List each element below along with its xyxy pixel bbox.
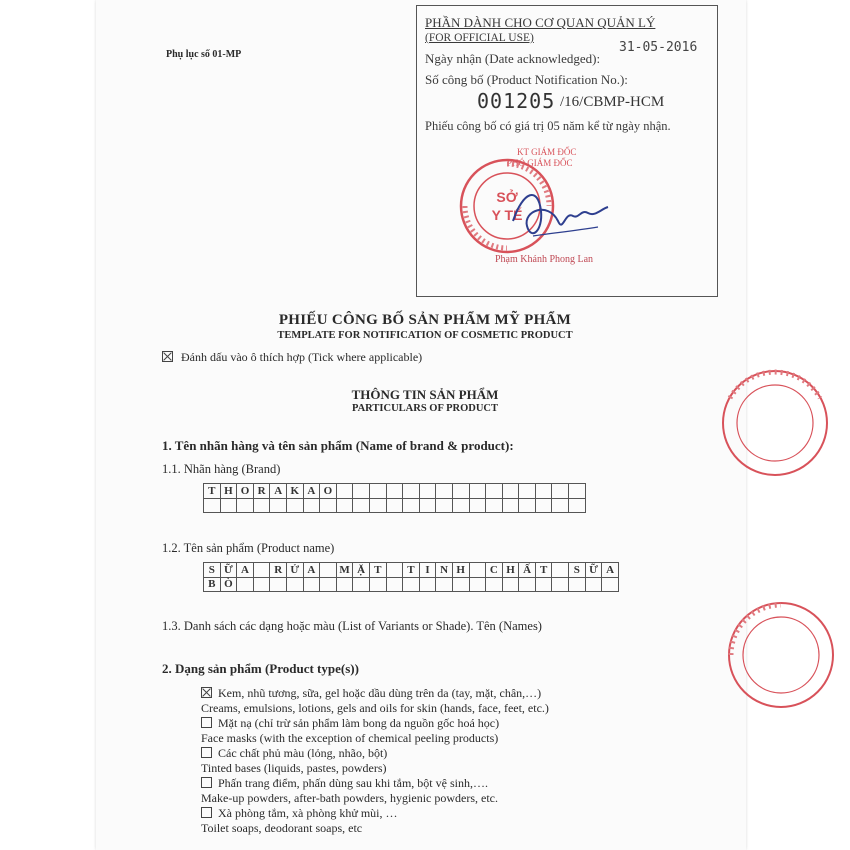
product-name-character-grid: [203, 562, 619, 592]
grid-cell: [519, 484, 536, 499]
grid-cell: [237, 498, 254, 513]
grid-cell: [237, 577, 254, 592]
grid-cell: [602, 577, 619, 592]
date-acknowledged-label: Ngày nhận (Date acknowledged):: [425, 51, 601, 66]
grid-cell: [403, 498, 420, 513]
grid-cell: [519, 498, 536, 513]
grid-cell: [369, 577, 386, 592]
grid-cell: S: [569, 563, 586, 578]
grid-cell: [353, 577, 370, 592]
checkbox-icon[interactable]: [201, 777, 212, 788]
grid-cell: [403, 577, 420, 592]
grid-cell: A: [602, 563, 619, 578]
option-label-en: Creams, emulsions, lotions, gels and oils for skin (hands, face, feet, etc.): [201, 701, 549, 715]
grid-cell: Ữ: [220, 563, 237, 578]
option-label-vn: Các chất phủ màu (lỏng, nhão, bột): [218, 746, 388, 760]
grid-cell: Ò: [220, 577, 237, 592]
grid-cell: R: [253, 484, 270, 499]
grid-cell: [353, 498, 370, 513]
grid-cell: [253, 498, 270, 513]
grid-cell: [436, 498, 453, 513]
checkbox-checked-icon[interactable]: [201, 687, 212, 698]
grid-cell: [469, 484, 486, 499]
grid-cell: [369, 498, 386, 513]
grid-cell: H: [452, 563, 469, 578]
grid-cell: [386, 484, 403, 499]
stamp-title-2: PHÓ GIÁM ĐỐC: [507, 158, 573, 168]
grid-cell: [535, 577, 552, 592]
checkbox-icon[interactable]: [201, 747, 212, 758]
grid-cell: [253, 577, 270, 592]
grid-cell: [552, 577, 569, 592]
option-label-vn: Kem, nhũ tương, sữa, gel hoặc dầu dùng trên da (tay, mặt, chân,…): [218, 686, 542, 700]
grid-cell: [419, 498, 436, 513]
grid-cell: [386, 563, 403, 578]
validity-note: Phiếu công bố có giá trị 05 năm kể từ ngày nhận.: [425, 119, 671, 133]
grid-cell: H: [220, 484, 237, 499]
grid-cell: [286, 577, 303, 592]
option-label-en: Make-up powders, after-bath powders, hygienic powders, etc.: [201, 791, 498, 805]
grid-cell: [519, 577, 536, 592]
grid-cell: [552, 563, 569, 578]
grid-cell: Ấ: [519, 563, 536, 578]
grid-cell: [320, 577, 337, 592]
checkbox-icon[interactable]: [201, 717, 212, 728]
grid-cell: T: [535, 563, 552, 578]
official-use-title: PHẦN DÀNH CHO CƠ QUAN QUẢN LÝ: [425, 15, 656, 30]
grid-cell: [303, 498, 320, 513]
option-label-vn: Xà phòng tắm, xà phòng khử mùi, …: [218, 806, 398, 820]
grid-row: [204, 484, 586, 499]
grid-cell: S: [204, 563, 221, 578]
grid-cell: [336, 577, 353, 592]
grid-cell: B: [204, 577, 221, 592]
form-title-vn: PHIẾU CÔNG BỐ SẢN PHẨM MỸ PHẨM: [278, 312, 572, 328]
grid-cell: [303, 577, 320, 592]
notification-number-suffix: /16/CBMP-HCM: [560, 94, 665, 110]
grid-cell: [386, 498, 403, 513]
grid-cell: C: [486, 563, 503, 578]
grid-cell: [452, 498, 469, 513]
grid-cell: [369, 484, 386, 499]
form-title-en: TEMPLATE FOR NOTIFICATION OF COSMETIC PRODUCT: [277, 330, 573, 341]
grid-cell: [502, 484, 519, 499]
grid-cell: A: [237, 563, 254, 578]
grid-cell: [569, 577, 586, 592]
grid-row: [204, 563, 619, 578]
grid-cell: [419, 484, 436, 499]
question-2-heading: 2. Dạng sản phẩm (Product type(s)): [162, 661, 359, 676]
variants-label: 1.3. Danh sách các dạng hoặc màu (List of Variants or Shade). Tên (Names): [162, 619, 542, 633]
grid-cell: [569, 484, 586, 499]
product-type-option[interactable]: [201, 776, 498, 806]
grid-cell: [204, 498, 221, 513]
grid-cell: [535, 498, 552, 513]
grid-cell: [569, 498, 586, 513]
grid-cell: T: [403, 563, 420, 578]
tick-instruction-text: Đánh dấu vào ô thích hợp (Tick where applicable): [181, 350, 423, 364]
grid-cell: [502, 498, 519, 513]
brand-character-grid: [203, 483, 586, 513]
grid-cell: [419, 577, 436, 592]
grid-cell: O: [320, 484, 337, 499]
grid-cell: [286, 498, 303, 513]
grid-cell: [386, 577, 403, 592]
question-1-heading: 1. Tên nhãn hàng và tên sản phẩm (Name of brand & product):: [162, 438, 514, 453]
grid-cell: [336, 498, 353, 513]
grid-cell: [220, 498, 237, 513]
tick-instruction: [162, 350, 422, 365]
option-label-vn: Phấn trang điểm, phấn dùng sau khi tắm, bột vệ sinh,….: [218, 776, 488, 790]
grid-cell: [552, 498, 569, 513]
company-stamp-icon: [700, 368, 850, 478]
grid-cell: [535, 484, 552, 499]
notification-number-label: Số công bố (Product Notification No.):: [425, 72, 628, 87]
stamp-title-1: KT GIÁM ĐỐC: [517, 147, 577, 157]
grid-cell: [486, 484, 503, 499]
svg-text:SỞ: SỞ: [496, 189, 518, 205]
grid-row: [204, 577, 619, 592]
grid-cell: [436, 577, 453, 592]
section-title-en: PARTICULARS OF PRODUCT: [351, 403, 499, 414]
grid-cell: [320, 498, 337, 513]
grid-cell: O: [237, 484, 254, 499]
product-name-label: 1.2. Tên sản phẩm (Product name): [162, 541, 335, 555]
product-type-option[interactable]: [201, 746, 387, 776]
grid-cell: Ữ: [585, 563, 602, 578]
option-label-en: Face masks (with the exception of chemical peeling products): [201, 731, 499, 745]
grid-cell: [502, 577, 519, 592]
grid-cell: [270, 498, 287, 513]
product-type-option[interactable]: [201, 806, 397, 836]
section-title-vn: THÔNG TIN SẢN PHẨM: [351, 387, 499, 402]
checkbox-icon[interactable]: [201, 807, 212, 818]
grid-cell: [486, 498, 503, 513]
grid-cell: A: [303, 484, 320, 499]
signature-icon: [503, 181, 613, 251]
grid-cell: [320, 563, 337, 578]
grid-cell: [469, 577, 486, 592]
notification-number-value: 001205: [477, 89, 556, 113]
svg-text:Y TẾ: Y TẾ: [491, 207, 523, 223]
grid-row: [204, 498, 586, 513]
grid-cell: [436, 484, 453, 499]
grid-cell: [552, 484, 569, 499]
grid-cell: A: [270, 484, 287, 499]
option-label-vn: Mặt nạ (chỉ trừ sản phẩm làm bong da nguồn gốc hoá học): [218, 716, 500, 730]
grid-cell: N: [436, 563, 453, 578]
checked-box-icon: [162, 351, 173, 362]
brand-label: 1.1. Nhãn hàng (Brand): [162, 462, 281, 476]
grid-cell: Ặ: [353, 563, 370, 578]
grid-cell: [469, 498, 486, 513]
grid-cell: I: [419, 563, 436, 578]
grid-cell: M: [336, 563, 353, 578]
grid-cell: T: [204, 484, 221, 499]
grid-cell: T: [369, 563, 386, 578]
appendix-label: Phụ lục số 01-MP: [166, 49, 242, 60]
grid-cell: [452, 577, 469, 592]
option-label-en: Tinted bases (liquids, pastes, powders): [201, 761, 387, 775]
official-use-box: [416, 5, 718, 297]
product-type-option[interactable]: [201, 716, 499, 746]
grid-cell: [403, 484, 420, 499]
grid-cell: K: [286, 484, 303, 499]
grid-cell: Ử: [286, 563, 303, 578]
grid-cell: [486, 577, 503, 592]
date-acknowledged-value: 31-05-2016: [619, 40, 698, 55]
official-use-subtitle: (FOR OFFICIAL USE): [425, 32, 534, 44]
option-label-en: Toilet soaps, deodorant soaps, etc: [201, 821, 363, 835]
grid-cell: [353, 484, 370, 499]
grid-cell: [270, 577, 287, 592]
grid-cell: R: [270, 563, 287, 578]
grid-cell: [253, 563, 270, 578]
grid-cell: [469, 563, 486, 578]
product-type-option[interactable]: [201, 686, 549, 716]
grid-cell: [336, 484, 353, 499]
partial-stamp-icon: [706, 600, 850, 710]
grid-cell: H: [502, 563, 519, 578]
grid-cell: [585, 577, 602, 592]
grid-cell: [452, 484, 469, 499]
grid-cell: A: [303, 563, 320, 578]
signer-name: Phạm Khánh Phong Lan: [495, 254, 594, 265]
